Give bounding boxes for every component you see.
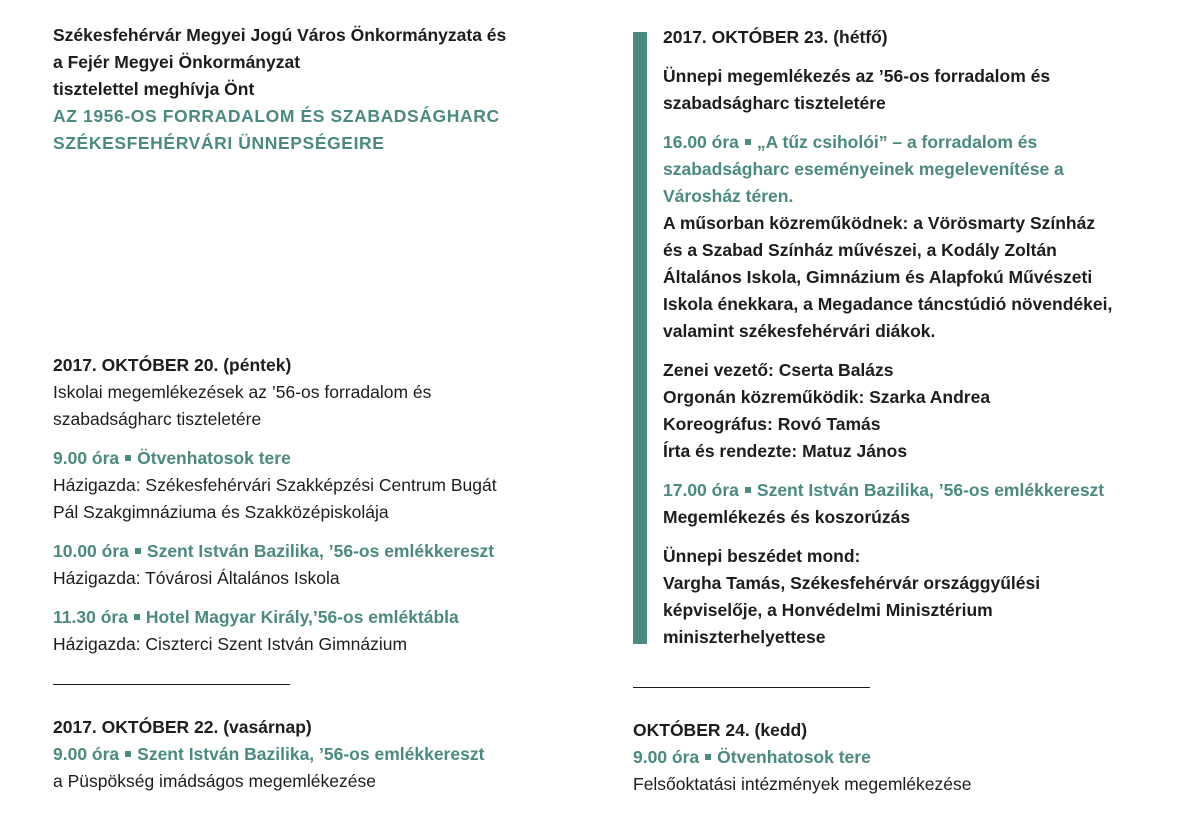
oct23-speech-4: miniszterhelyettese [663, 627, 826, 647]
accent-bar [633, 32, 647, 644]
oct23-speech-2: Vargha Tamás, Székesfehérvár országgyűlési [663, 573, 1041, 593]
invitation-block [53, 22, 506, 157]
invite-line-1: Székesfehérvár Megyei Jogú Város Önkormányzata és [53, 25, 507, 45]
oct23-credit-2: Orgonán közreműködik: Szarka Andrea [663, 387, 991, 407]
oct23-credit-1: Zenei vezető: Cserta Balázs [663, 360, 894, 380]
bullet-square-icon [745, 139, 751, 145]
oct24-date: OKTÓBER 24. (kedd) [633, 720, 808, 740]
bullet-square-icon [135, 548, 141, 554]
oct22-section [53, 714, 484, 795]
oct24-heading [633, 744, 972, 771]
event-time: 9.00 óra [53, 744, 120, 764]
divider-right [633, 687, 870, 688]
bullet-square-icon [745, 487, 751, 493]
oct23-event-2-desc: Megemlékezés és koszorúzás [663, 507, 911, 527]
event-title: „A tűz csiholói” – a forradalom és [756, 132, 1038, 152]
bullet-square-icon [705, 754, 711, 760]
bullet-square-icon [125, 455, 131, 461]
oct20-event-2-host: Házigazda: Tóvárosi Általános Iskola [53, 568, 340, 588]
oct20-section [53, 352, 497, 658]
oct23-event-1-line-1 [663, 129, 1112, 156]
oct23-performers-3: Általános Iskola, Gimnázium és Alapfokú Művészeti [663, 267, 1093, 287]
oct20-date: 2017. OKTÓBER 20. (péntek) [53, 355, 292, 375]
oct24-section [633, 717, 972, 798]
oct22-date: 2017. OKTÓBER 22. (vasárnap) [53, 717, 312, 737]
event-time: 16.00 óra [663, 132, 739, 152]
oct20-event-1-host-1: Házigazda: Székesfehérvári Szakképzési Centrum Bugát [53, 475, 497, 495]
oct20-event-3-heading [53, 604, 497, 631]
divider-left [53, 684, 290, 685]
event-time: 10.00 óra [53, 541, 129, 561]
oct23-performers-5: valamint székesfehérvári diákok. [663, 321, 936, 341]
invite-line-2: a Fejér Megyei Önkormányzat [53, 52, 301, 72]
event-time: 17.00 óra [663, 480, 739, 500]
oct22-heading [53, 741, 484, 768]
event-time: 9.00 óra [53, 448, 120, 468]
invite-line-3: tisztelettel meghívja Önt [53, 79, 255, 99]
oct23-date: 2017. OKTÓBER 23. (hétfő) [663, 27, 888, 47]
oct23-speech-1: Ünnepi beszédet mond: [663, 546, 861, 566]
event-place: Szent István Bazilika, ’56-os emlékkereszt [756, 480, 1105, 500]
event-place: Szent István Bazilika, ’56-os emlékkereszt [137, 744, 485, 764]
bullet-square-icon [134, 614, 140, 620]
oct23-event-1-line-2: szabadságharc eseményeinek megelevenítése a [663, 159, 1064, 179]
event-time: 11.30 óra [53, 607, 128, 627]
oct23-intro-1: Ünnepi megemlékezés az ’56-os forradalom és [663, 66, 1051, 86]
oct23-event-2-heading [663, 477, 1112, 504]
event-place: Ötvenhatosok tere [717, 747, 871, 767]
oct23-performers-4: Iskola énekkara, a Megadance táncstúdió növendékei, [663, 294, 1113, 314]
oct20-event-2-heading [53, 538, 497, 565]
oct24-desc: Felsőoktatási intézmények megemlékezése [633, 774, 972, 794]
oct20-desc-2: szabadságharc tiszteletére [53, 409, 262, 429]
event-place: Ötvenhatosok tere [137, 448, 291, 468]
oct20-event-3-host: Házigazda: Ciszterci Szent István Gimnázium [53, 634, 408, 654]
oct22-desc: a Püspökség imádságos megemlékezése [53, 771, 376, 791]
invite-title-1: AZ 1956-OS FORRADALOM ÉS SZABADSÁGHARC [53, 106, 500, 126]
oct23-credit-4: Írta és rendezte: Matuz János [663, 441, 908, 461]
event-place: Szent István Bazilika, ’56-os emlékkereszt [146, 541, 495, 561]
oct23-section [663, 24, 1112, 651]
oct23-performers-1: A műsorban közreműködnek: a Vörösmarty Színház [663, 213, 1096, 233]
oct23-intro-2: szabadságharc tiszteletére [663, 93, 886, 113]
oct20-desc-1: Iskolai megemlékezések az ’56-os forradalom és [53, 382, 432, 402]
oct20-event-1-host-2: Pál Szakgimnáziuma és Szakközépiskolája [53, 502, 389, 522]
event-place: Hotel Magyar Király,’56-os emléktábla [145, 607, 459, 627]
oct23-event-1-line-3: Városház téren. [663, 186, 794, 206]
oct23-performers-2: és a Szabad Színház művészei, a Kodály Zoltán [663, 240, 1057, 260]
oct20-event-1-heading [53, 445, 497, 472]
event-time: 9.00 óra [633, 747, 700, 767]
oct23-speech-3: képviselője, a Honvédelmi Minisztérium [663, 600, 993, 620]
invite-title-2: SZÉKESFEHÉRVÁRI ÜNNEPSÉGEIRE [53, 133, 385, 153]
oct23-credit-3: Koreográfus: Rovó Tamás [663, 414, 881, 434]
bullet-square-icon [125, 751, 131, 757]
